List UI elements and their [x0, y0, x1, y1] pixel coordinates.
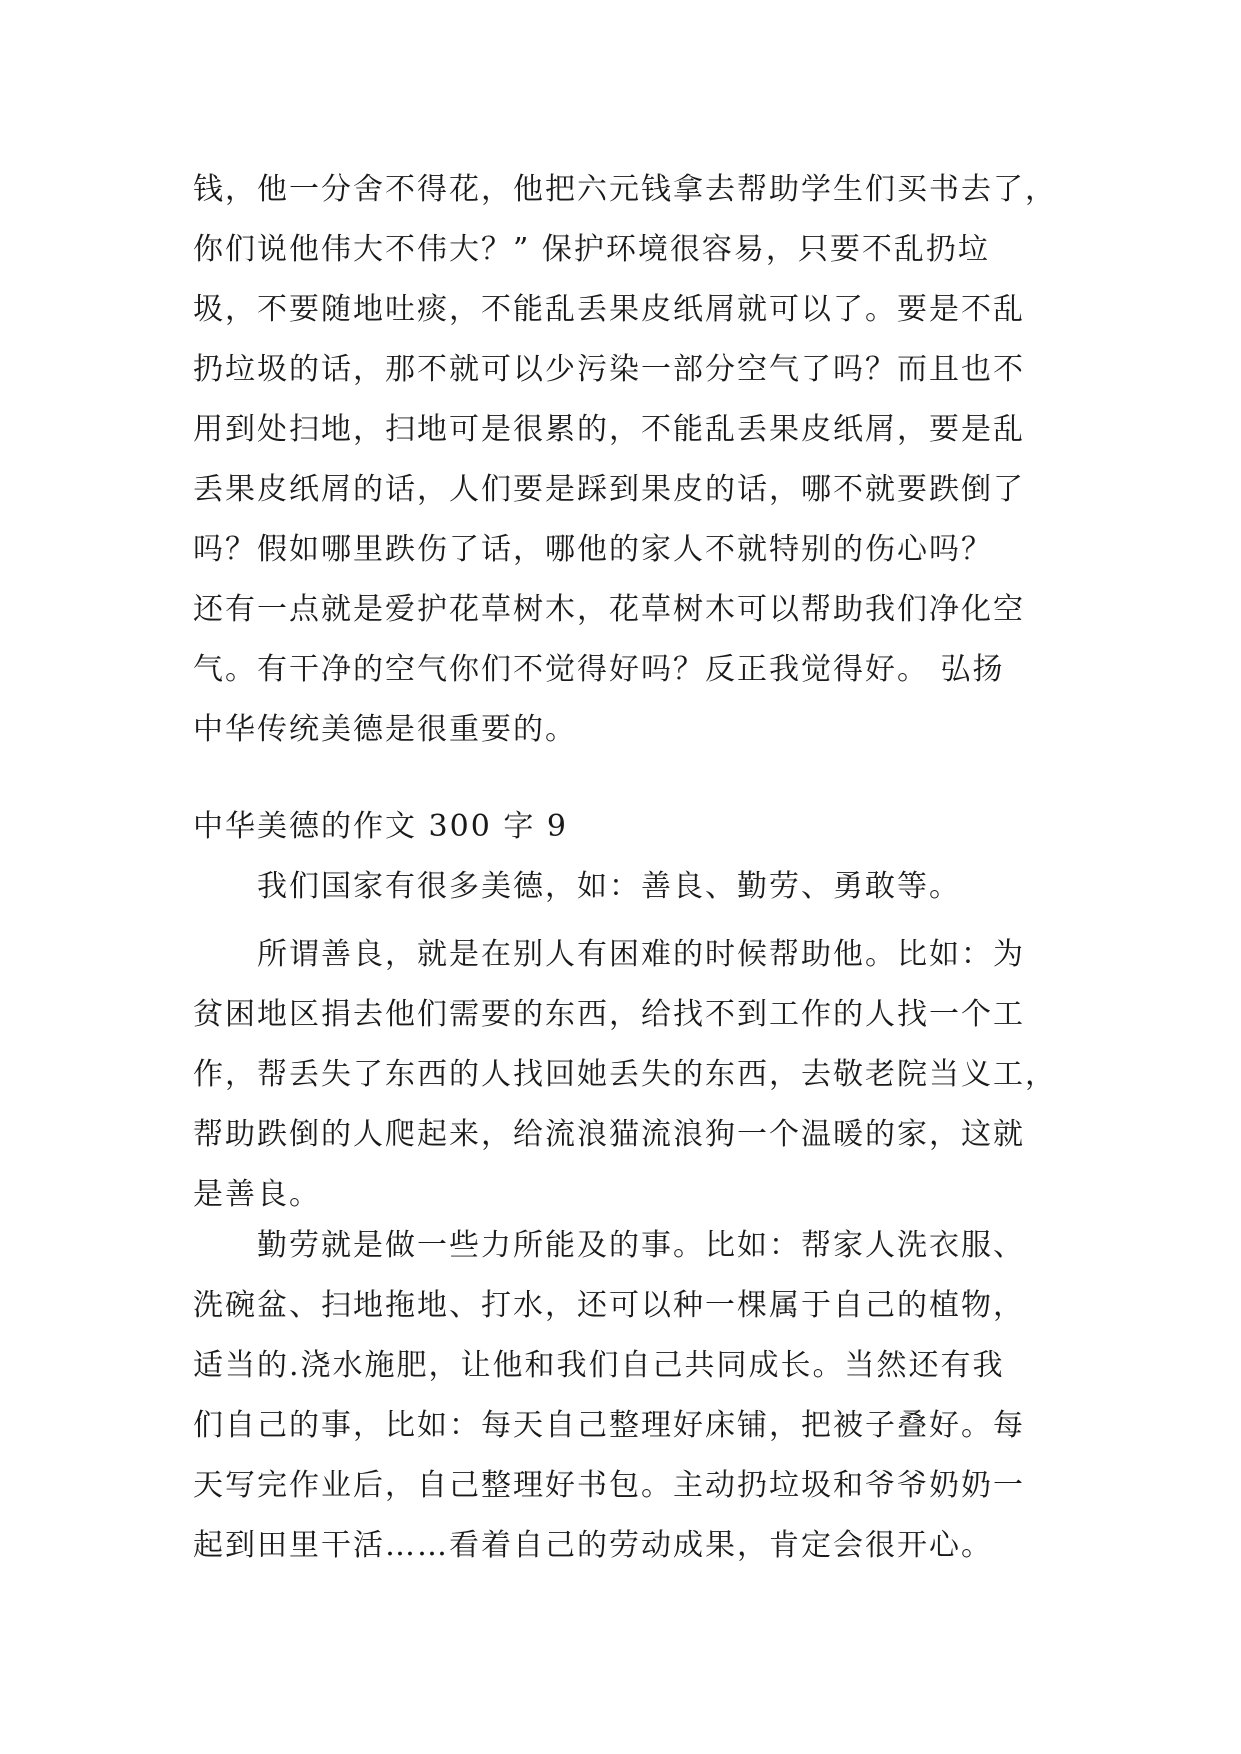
- text-line: 吗？假如哪里跌伤了话，哪他的家人不就特别的伤心吗？: [193, 532, 993, 567]
- paragraph-intro: [193, 857, 1063, 917]
- paragraph-diligence: [193, 1216, 1063, 1576]
- text-line: 所谓善良，就是在别人有困难的时候帮助他。比如：为: [257, 937, 1025, 972]
- text-line: 丢果皮纸屑的话，人们要是踩到果皮的话，哪不就要跌倒了: [193, 472, 1025, 507]
- paragraph-environment: [193, 160, 1063, 760]
- text-line: 中华传统美德是很重要的。: [193, 712, 577, 747]
- essay-heading: 中华美德的作文 300 字 9: [193, 809, 568, 844]
- text-line: 扔垃圾的话，那不就可以少污染一部分空气了吗？而且也不: [193, 352, 1025, 387]
- text-line: 们自己的事，比如：每天自己整理好床铺，把被子叠好。每: [193, 1408, 1025, 1443]
- text-line: 你们说他伟大不伟大？” 保护环境很容易，只要不乱扔垃: [193, 232, 990, 267]
- text-line: 起到田里干活……看着自己的劳动成果，肯定会很开心。: [193, 1528, 993, 1563]
- text-line: 天写完作业后，自己整理好书包。主动扔垃圾和爷爷奶奶一: [193, 1468, 1025, 1503]
- text-line: 适当的.浇水施肥，让他和我们自己共同成长。当然还有我: [193, 1348, 1005, 1383]
- text-line: 气。有干净的空气你们不觉得好吗？反正我觉得好。 弘扬: [193, 652, 1005, 687]
- text-line: 是善良。: [193, 1177, 321, 1212]
- paragraph-kindness: [193, 925, 1063, 1225]
- text-line: 帮助跌倒的人爬起来，给流浪猫流浪狗一个温暖的家，这就: [193, 1117, 1025, 1152]
- text-line: 勤劳就是做一些力所能及的事。比如：帮家人洗衣服、: [257, 1228, 1025, 1263]
- text-line: 还有一点就是爱护花草树木，花草树木可以帮助我们净化空: [193, 592, 1025, 627]
- text-line: 洗碗盆、扫地拖地、打水，还可以种一棵属于自己的植物，: [193, 1288, 1025, 1323]
- text-line: 圾，不要随地吐痰，不能乱丢果皮纸屑就可以了。要是不乱: [193, 292, 1025, 327]
- text-line: 用到处扫地，扫地可是很累的，不能乱丢果皮纸屑，要是乱: [193, 412, 1025, 447]
- text-line: 作，帮丢失了东西的人找回她丢失的东西，去敬老院当义工，: [193, 1057, 1057, 1092]
- text-line: 我们国家有很多美德，如：善良、勤劳、勇敢等。: [257, 869, 961, 904]
- text-line: 贫困地区捐去他们需要的东西，给找不到工作的人找一个工: [193, 997, 1025, 1032]
- text-line: 钱，他一分舍不得花，他把六元钱拿去帮助学生们买书去了，: [193, 172, 1057, 207]
